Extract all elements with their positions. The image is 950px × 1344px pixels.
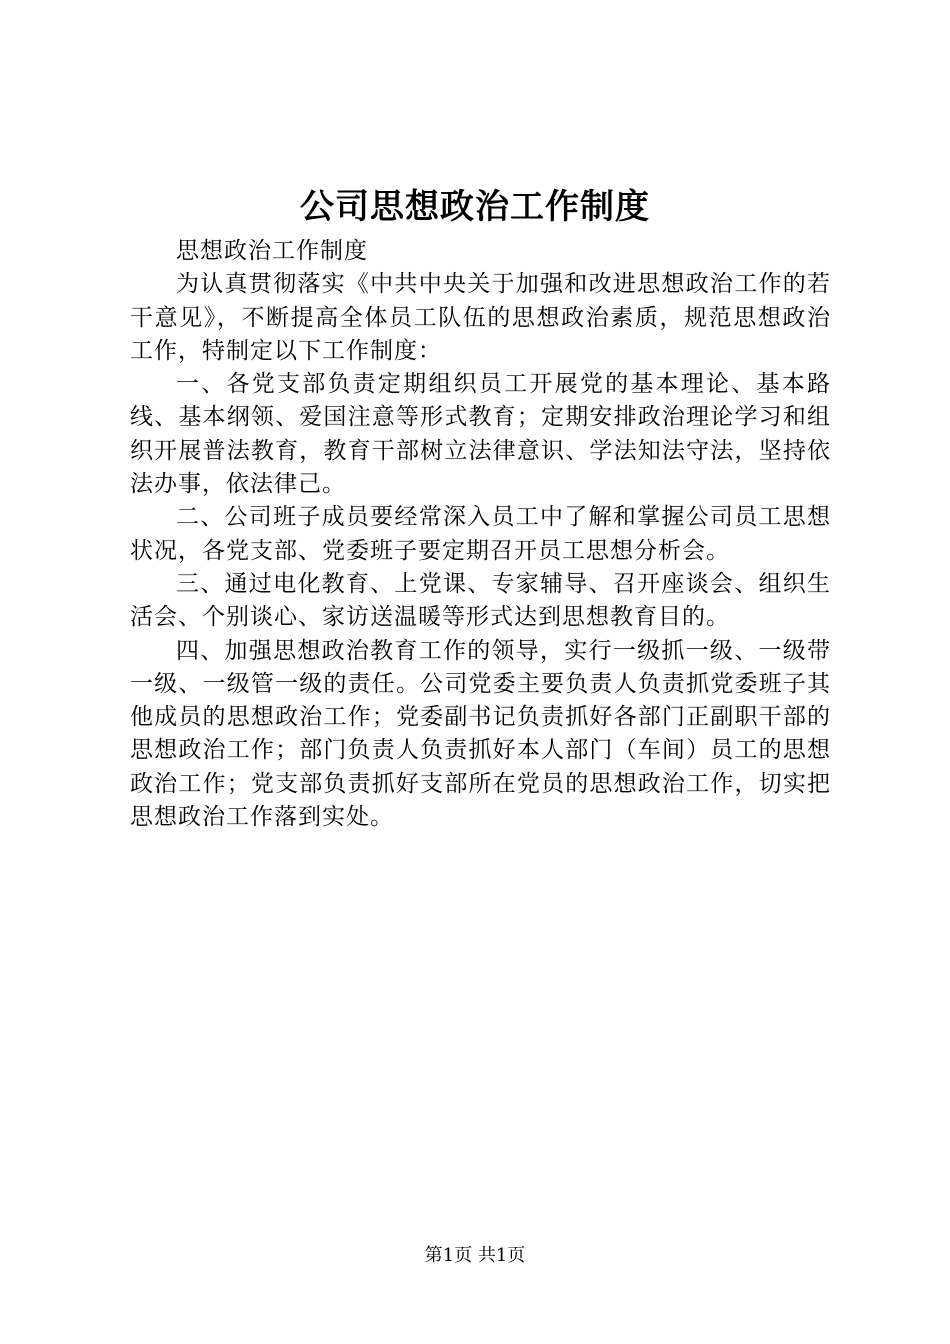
paragraph-item-4: 四、加强思想政治教育工作的领导，实行一级抓一级、一级带一级、一级管一级的责任。公司党委主要负责人负责抓党委班子其他成员的思想政治工作；党委副书记负责抓好各部门正副职干部的思想政治工作；部门负责人负责抓好本人部门（车间）员工的思想政治工作；党支部负责抓好支部所在党员的思想政治工作，切实把思想政治工作落到实处。 [130,637,831,831]
page-footer: 第1页 共1页 [424,1245,526,1266]
paragraph-intro: 为认真贯彻落实《中共中央关于加强和改进思想政治工作的若干意见》，不断提高全体员工队伍的思想政治素质，规范思想政治工作，特制定以下工作制度： [130,271,831,364]
paragraph-subtitle: 思想政治工作制度 [176,238,368,264]
paragraph-item-3: 三、通过电化教育、上党课、专家辅导、召开座谈会、组织生活会、个别谈心、家访送温暖等形式达到思想教育目的。 [130,570,831,631]
document-title: 公司思想政治工作制度 [300,187,650,227]
document-body [130,235,831,834]
paragraph-item-1: 一、各党支部负责定期组织员工开展党的基本理论、基本路线、基本纲领、爱国注意等形式教育；定期安排政治理论学习和组织开展普法教育，教育干部树立法律意识、学法知法守法，坚持依法办事，依法律己。 [130,371,831,498]
paragraph-item-2: 二、公司班子成员要经常深入员工中了解和掌握公司员工思想状况，各党支部、党委班子要定期召开员工思想分析会。 [130,504,831,564]
